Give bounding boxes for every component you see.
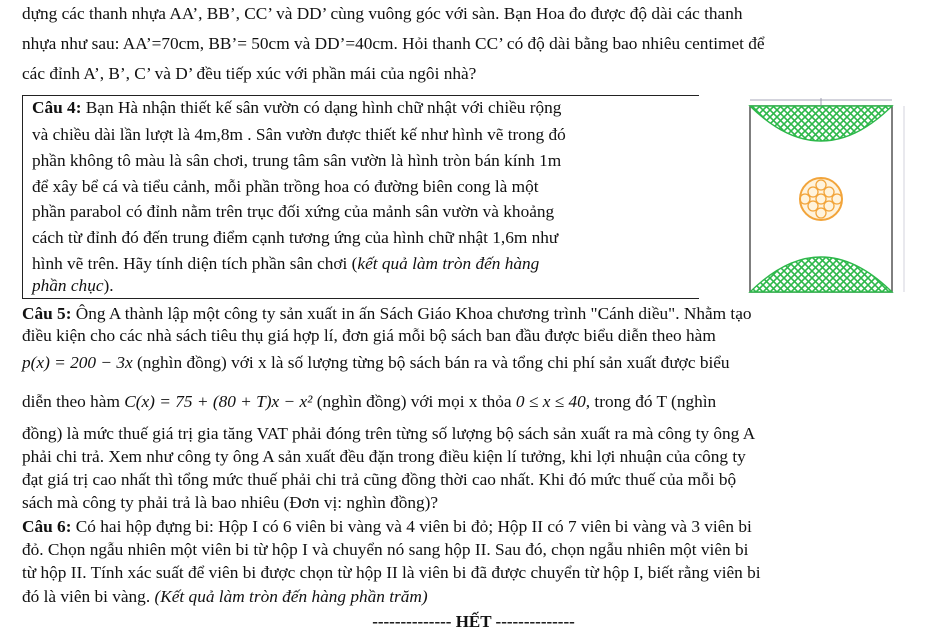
q6-line-2: đỏ. Chọn ngẫu nhiên một viên bi từ hộp I và chuyển nó sang hộp II. Sau đó, chọn ngẫu nhiên một viên bi	[22, 540, 749, 559]
center-pond	[800, 178, 842, 220]
q4-line-7: hình vẽ trên. Hãy tính diện tích phần sân chơi (kết quả làm tròn đến hàng	[32, 254, 540, 273]
q4-line-5: phần parabol có đỉnh nằm trên trục đối xứng của mảnh sân vườn và khoảng	[32, 202, 555, 221]
q4-line-3: phần không tô màu là sân chơi, trung tâm sân vườn là hình tròn bán kính 1m	[32, 151, 562, 170]
q5-line-6: phải chi trả. Xem như công ty ông A sản xuất đều đặn trong điều kiện lí tưởng, khi lợi nhuận của công ty	[22, 447, 746, 466]
q5-line-4: diễn theo hàm C(x) = 75 + (80 + T)x − x² (nghìn đồng) với mọi x thỏa 0 ≤ x ≤ 40, trong đó T (nghìn	[22, 392, 717, 411]
q4-line-2: và chiều dài lần lượt là 4m,8m . Sân vườn được thiết kế như hình vẽ trong đó	[32, 125, 566, 144]
q5-line-8: sách mà công ty phải trả là bao nhiêu (Đơn vị: nghìn đồng)?	[22, 493, 439, 512]
q5-label: Câu 5:	[22, 304, 72, 323]
intro-line-3: các đỉnh A’, B’, C’ và D’ đều tiếp xúc với phần mái của ngôi nhà?	[22, 64, 477, 83]
domain-range: 0 ≤ x ≤ 40	[515, 392, 586, 411]
q4-line-4: để xây bể cá và tiểu cảnh, mỗi phần trồng hoa có đường biên cong là một	[32, 177, 539, 196]
q6-line-1: Câu 6: Có hai hộp đựng bi: Hộp I có 6 viên bi vàng và 4 viên bi đỏ; Hộp II có 7 viên bi vàng và 3 viên bi	[22, 517, 752, 536]
q5-line-1: Câu 5: Ông A thành lập một công ty sản xuất in ấn Sách Giáo Khoa chương trình "Cánh diều". Nhằm tạo	[22, 304, 752, 323]
q5-line-7: đạt giá trị cao nhất thì tổng mức thuế phải chi trả cũng đồng thời cao nhất. Khi đó mức thuế của mỗi bộ	[22, 470, 737, 489]
intro-line-1: dựng các thanh nhựa AA’, BB’, CC’ và DD’ cùng vuông góc với sàn. Bạn Hoa đo được độ dài các thanh	[22, 4, 743, 23]
q6-line-3: từ hộp II. Tính xác suất để viên bi được chọn từ hộp II là viên bi đã được chuyển từ hộp I, biết rằng viên bi	[22, 563, 761, 582]
q4-line-8: phần chục).	[32, 276, 114, 295]
q4-line-1: Câu 4: Bạn Hà nhận thiết kế sân vườn có dạng hình chữ nhật với chiều rộng	[32, 98, 562, 117]
q4-line-6: cách từ đỉnh đó đến trung điểm cạnh tương ứng của hình chữ nhật 1,6m như	[32, 228, 559, 247]
garden-figure	[728, 96, 916, 301]
q5-line-3: p(x) = 200 − 3x (nghìn đồng) với x là số lượng từng bộ sách bán ra và tổng chi phí sản xuất được biểu	[22, 353, 730, 372]
cost-formula: C(x) = 75 + (80 + T)x − x²	[124, 392, 313, 411]
price-formula: p(x) = 200 − 3x	[22, 353, 133, 372]
q4-label: Câu 4:	[32, 98, 82, 117]
end-marker: -------------- HẾT --------------	[372, 612, 575, 631]
q5-line-5: đồng) là mức thuế giá trị gia tăng VAT phải đóng trên từng số lượng bộ sách sản xuất ra mà công ty ông A	[22, 424, 756, 443]
intro-line-2: nhựa như sau: AA’=70cm, BB’= 50cm và DD’=40cm. Hỏi thanh CC’ có độ dài bằng bao nhiêu centimet để	[22, 34, 765, 53]
q6-label: Câu 6:	[22, 517, 72, 536]
q6-line-4: đó là viên bi vàng. (Kết quả làm tròn đến hàng phần trăm)	[22, 587, 428, 606]
q5-line-2: điều kiện cho các nhà sách tiêu thụ giá hợp lí, đơn giá mỗi bộ sách ban đầu được biểu diễn theo hàm	[22, 326, 716, 345]
